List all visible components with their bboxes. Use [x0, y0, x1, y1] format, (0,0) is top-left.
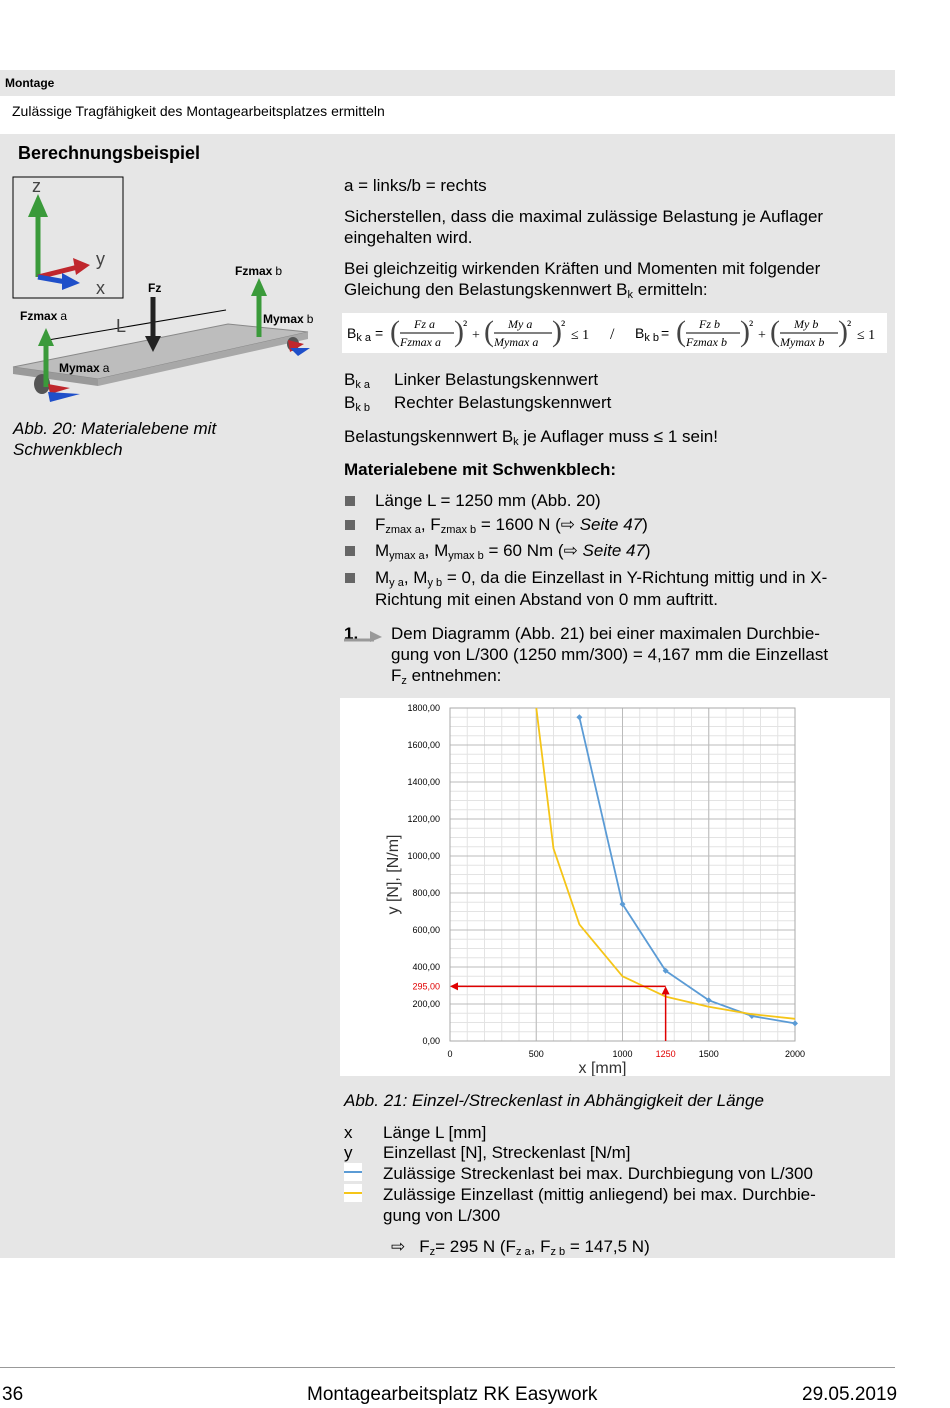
formula-fzb: Fz b	[699, 317, 720, 331]
mymax-b-label: Mymax	[263, 312, 304, 326]
section-header	[0, 70, 895, 96]
y-tick-label: 0,00	[422, 1036, 440, 1046]
eq-line2-text: Gleichung den Belastungskennwert B	[344, 280, 628, 299]
seite-47-link[interactable]: Seite 47	[575, 515, 643, 534]
legend-yellow-line1: Zulässige Einzellast (mittig anliegend) bei max. Durchbie-	[383, 1185, 816, 1204]
formula-mymaxa: Mymax a	[494, 335, 539, 349]
x-axis-title: x [mm]	[578, 1060, 627, 1076]
formula-plus1: +	[472, 328, 480, 343]
definition-bkb	[344, 392, 370, 413]
paragraph-equation-intro	[344, 258, 820, 300]
annotation-arrow-left	[450, 982, 458, 990]
annotation-arrow-up	[662, 986, 670, 994]
legend-y-sym: y	[344, 1143, 353, 1162]
y-tick-label: 400,00	[412, 962, 440, 972]
formula-sq4: ²	[847, 319, 852, 334]
result-statement: ⇨ $F_z= 295$ N ($F_{z a}$, $F_{z b} = 147,5$ N)	[391, 1237, 650, 1258]
svg-text:(: (	[676, 315, 686, 348]
formula-mymaxb: Mymax b	[780, 335, 825, 349]
paragraph-eq-line2	[344, 279, 820, 300]
section-label: Montage	[5, 76, 55, 90]
y-axis-title: y [N], [N/m]	[385, 834, 402, 915]
formula-plus2: +	[758, 328, 766, 343]
x-tick-label: 500	[528, 1049, 544, 1059]
svg-text:Mymaxb	[263, 312, 314, 326]
formula-separator: /	[610, 326, 615, 343]
formula-bkb-sub: k b	[644, 332, 660, 344]
formula-le2: ≤ 1	[857, 328, 876, 343]
formula-mya: My a	[508, 317, 533, 331]
length-label: L	[116, 316, 127, 336]
figure-20-caption	[13, 418, 216, 460]
paragraph-check-line1: Sicherstellen, dass die maximal zulässige Belastung je Auflager	[344, 207, 824, 226]
x-tick-label: 1500	[698, 1049, 719, 1059]
svg-text:(: (	[390, 315, 400, 348]
legend-y-text: Einzellast [N], Streckenlast [N/m]	[383, 1143, 631, 1162]
y-tick-label: 1600,00	[407, 740, 440, 750]
step-line2: gung von L/300 (1250 mm/300) = 4,167 mm die Einzellast	[391, 645, 829, 664]
formula-bkb: B	[635, 325, 645, 341]
side-definition: a = links/b = rechts	[344, 176, 487, 195]
annotation-x-label: 1250	[655, 1049, 676, 1059]
bullet-icon	[345, 573, 355, 583]
definition-bka	[344, 369, 370, 390]
svg-text:): )	[454, 315, 464, 348]
svg-text:): )	[838, 315, 848, 348]
legend-x-text: Länge L [mm]	[383, 1123, 487, 1142]
legend-blue-text: Zulässige Streckenlast bei max. Durchbiegung von L/300	[383, 1164, 813, 1183]
fzmax-b-sub: b	[275, 264, 283, 278]
step-arrow-icon	[344, 629, 384, 643]
footer-divider	[0, 1367, 895, 1368]
axis-y-label: y	[96, 249, 105, 269]
paragraph-eq-line1: Bei gleichzeitig wirkenden Kräften und Momenten mit folgender	[344, 259, 821, 278]
svg-text:): )	[740, 315, 750, 348]
mymax-b-sub: b	[306, 312, 314, 326]
eq-line2-sub: k	[627, 289, 634, 301]
legend-x-sym: x	[344, 1123, 353, 1142]
series-point	[576, 714, 582, 720]
svg-text:Fzmaxa	[20, 309, 67, 323]
def-bka-sym: B	[344, 370, 356, 389]
fzmax-a-label: Fzmax	[20, 309, 58, 323]
bullet-mymax: $M_{ymax a}$, $M_{ymax b} = 60$ Nm (⇨ Seite 47)	[375, 541, 651, 562]
paragraph-check	[344, 206, 823, 248]
page-subtitle: Zulässige Tragfähigkeit des Montagearbeitsplatzes ermitteln	[12, 103, 385, 119]
formula-bka-sub: k a	[356, 332, 372, 344]
mymax-a-label: Mymax	[59, 361, 100, 375]
bullet-icon	[345, 520, 355, 530]
y-tick-label: 1200,00	[407, 814, 440, 824]
svg-text:Bk a=	[347, 325, 383, 344]
y-tick-label: 1400,00	[407, 777, 440, 787]
limit-text-b: je Auflager muss ≤ 1 sein!	[518, 427, 718, 446]
svg-text:(: (	[484, 315, 494, 348]
formula-fza: Fz a	[414, 317, 435, 331]
svg-text:Mymaxa	[59, 361, 110, 375]
step-line1: Dem Diagramm (Abb. 21) bei einer maximalen Durchbie-	[391, 624, 820, 643]
def-bkb-sym: B	[344, 393, 356, 412]
eq-line2-end: ermitteln:	[633, 280, 708, 299]
svg-text:Bk b=	[635, 325, 669, 344]
formula-bka: B	[347, 325, 357, 341]
def-bkb-sub: k b	[355, 402, 371, 414]
y-tick-label: 200,00	[412, 999, 440, 1009]
bullet-fzmax: $F_{zmax a}$, $F_{zmax b} = 1600$ N (⇨ Seite 47)	[375, 515, 648, 536]
limit-statement	[344, 426, 718, 447]
x-tick-label: 0	[447, 1049, 453, 1059]
link-arrow-icon: ⇨	[560, 515, 575, 534]
x-tick-label: 2000	[784, 1049, 806, 1059]
svg-text:Fzmaxb	[235, 264, 282, 278]
formula-sq1: ²	[463, 319, 468, 334]
svg-text:): )	[552, 315, 562, 348]
seite-47-link[interactable]: Seite 47	[577, 541, 645, 560]
figure-20-diagram	[8, 172, 328, 407]
bullet-my: $M_{y a}$, $M_{y b} = 0$, da die Einzellast in Y-Richtung mittig und in X- Richtung mit einen Abstand von 0 mm auftritt.	[375, 568, 828, 609]
footer-product: Montagearbeitsplatz RK Easywork	[307, 1384, 598, 1405]
figure-20-caption-line1: Abb. 20: Materialebene mit	[13, 419, 217, 438]
legend-yellow-swatch	[344, 1184, 362, 1202]
step-number: 1.	[344, 624, 359, 643]
footer-date: 29.05.2019	[802, 1384, 898, 1405]
axis-x-label: x	[96, 278, 105, 298]
figure-21-caption: Abb. 21: Einzel-/Streckenlast in Abhängigkeit der Länge	[344, 1091, 764, 1110]
legend-yellow-text	[383, 1184, 816, 1226]
bullet-icon	[345, 496, 355, 506]
fzmax-b-label: Fzmax	[235, 264, 273, 278]
step-line3: $F_z$ entnehmen:	[391, 666, 502, 687]
definition-bka-text: Linker Belastungskennwert	[394, 370, 599, 389]
y-tick-label: 600,00	[412, 925, 440, 935]
y-tick-label: 1000,00	[407, 851, 440, 861]
def-bka-sub: k a	[355, 379, 371, 391]
legend-blue-swatch	[344, 1163, 362, 1181]
load-formula	[342, 313, 887, 353]
step-instruction	[391, 623, 828, 686]
figure-20-caption-line2: Schwenkblech	[13, 440, 123, 459]
material-heading: Materialebene mit Schwenkblech:	[344, 460, 617, 479]
annotation-y-label: 295,00	[412, 981, 440, 992]
formula-sq3: ²	[749, 319, 754, 334]
link-arrow-icon: ⇨	[563, 541, 578, 560]
series-point	[792, 1020, 798, 1026]
bullet-length: Länge L = 1250 mm (Abb. 20)	[375, 491, 601, 510]
formula-fzmaxa: Fzmax a	[400, 335, 441, 349]
fzmax-a-sub: a	[60, 309, 68, 323]
page-number: 36	[2, 1384, 24, 1405]
limit-text-a: Belastungskennwert B	[344, 427, 514, 446]
bullet-icon	[345, 546, 355, 556]
formula-eq-a: =	[375, 325, 384, 341]
fz-label: Fz	[148, 281, 162, 295]
formula-sq2: ²	[561, 319, 566, 334]
definition-bkb-text: Rechter Belastungskennwert	[394, 393, 612, 412]
formula-myb: My b	[794, 317, 819, 331]
y-tick-label: 1800,00	[407, 703, 440, 713]
y-tick-label: 800,00	[412, 888, 440, 898]
limit-sub: k	[513, 436, 519, 448]
load-chart	[340, 698, 890, 1076]
svg-text:(: (	[770, 315, 780, 348]
paragraph-check-line2: eingehalten wird.	[344, 228, 473, 247]
legend-yellow-line2: gung von L/300	[383, 1206, 501, 1225]
formula-le1: ≤ 1	[571, 328, 590, 343]
result-arrow-icon: ⇨	[391, 1237, 406, 1256]
mymax-a-sub: a	[102, 361, 110, 375]
axis-z-label: z	[32, 176, 41, 196]
formula-eq-b: =	[661, 325, 670, 341]
example-title: Berechnungsbeispiel	[18, 143, 201, 163]
formula-fzmaxb: Fzmax b	[686, 335, 727, 349]
x-tick-label: 1000	[612, 1049, 633, 1059]
